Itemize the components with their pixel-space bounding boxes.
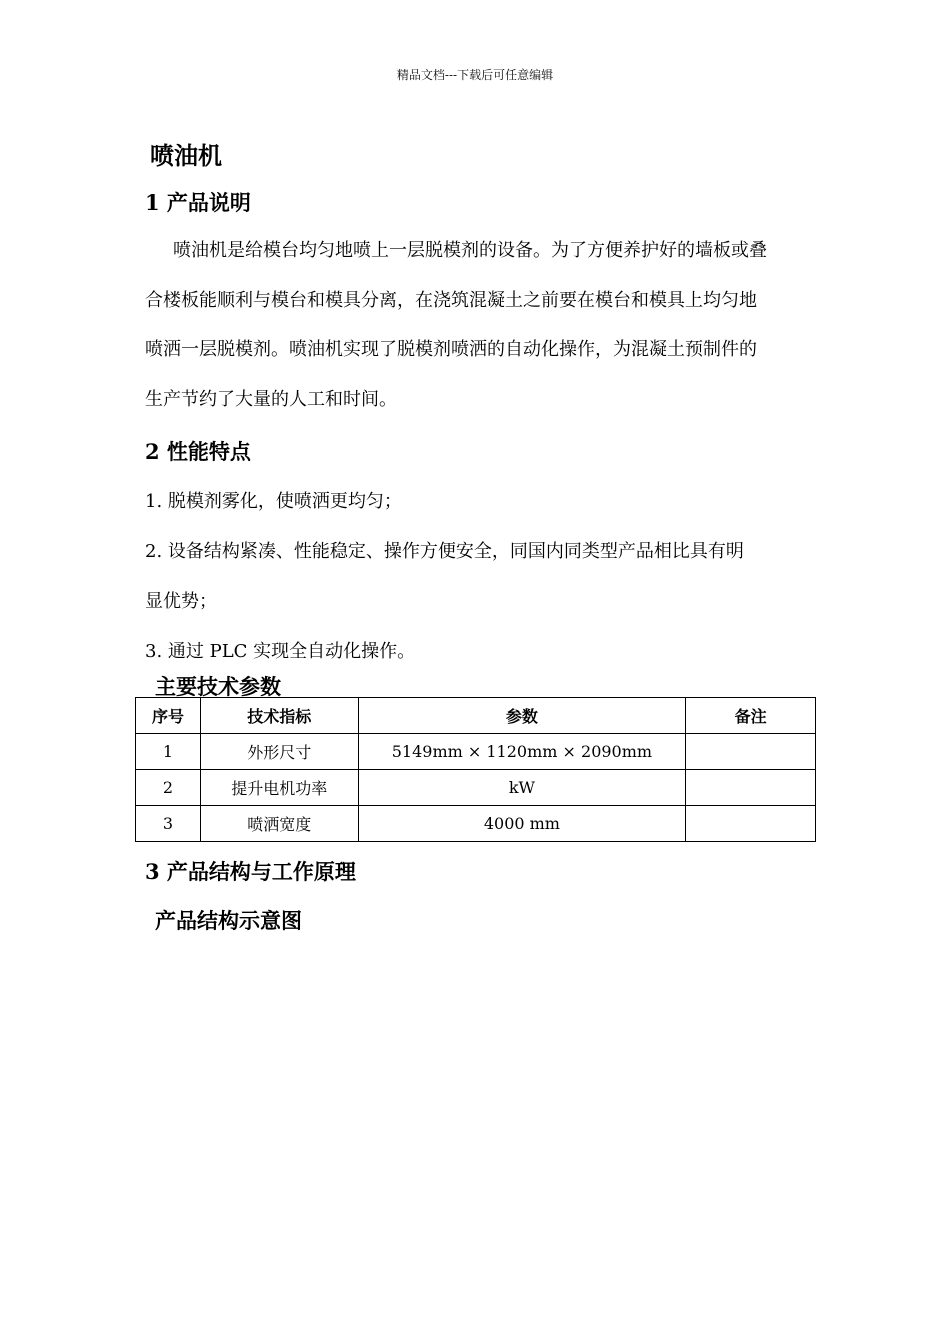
list-item-continuation: 显优势；: [145, 591, 217, 612]
table-caption: 主要技术参数: [155, 675, 281, 699]
table-cell: [686, 770, 816, 806]
list-item: 2. 设备结构紧凑、性能稳定、操作方便安全，同国内同类型产品相比具有明: [145, 541, 744, 562]
section-heading-structure: 3 产品结构与工作原理: [145, 859, 356, 884]
paragraph-line: 喷油机是给模台均匀地喷上一层脱模剂的设备。为了方便养护好的墙板或叠: [173, 240, 767, 261]
column-header: 参数: [358, 698, 686, 734]
subheading-structure-diagram: 产品结构示意图: [155, 908, 302, 933]
paragraph-line: 合楼板能顺利与模台和模具分离，在浇筑混凝土之前要在模台和模具上均匀地: [145, 290, 757, 311]
section-heading-features: 2 性能特点: [145, 439, 251, 464]
table-row: [136, 770, 816, 806]
table-cell: 3: [136, 806, 201, 842]
table-cell: 2: [136, 770, 201, 806]
table-row: [136, 734, 816, 770]
table-cell: 外形尺寸: [200, 734, 358, 770]
column-header: 序号: [136, 698, 201, 734]
section-heading-product-description: 1 产品说明: [145, 190, 251, 215]
table-cell: 5149mm × 1120mm × 2090mm: [358, 734, 686, 770]
table-header-row: [136, 698, 816, 734]
table-cell: 1: [136, 734, 201, 770]
column-header: 备注: [686, 698, 816, 734]
paragraph-line: 生产节约了大量的人工和时间。: [145, 389, 397, 410]
page-header: 精品文档---下载后可任意编辑: [396, 68, 554, 82]
document-title: 喷油机: [150, 141, 222, 170]
list-item: 3. 通过 PLC 实现全自动化操作。: [145, 641, 416, 662]
table-cell: kW: [358, 770, 686, 806]
table-cell: 4000 mm: [358, 806, 686, 842]
table-cell: 提升电机功率: [200, 770, 358, 806]
table-row: [136, 806, 816, 842]
tech-params-table: [135, 697, 816, 842]
column-header: 技术指标: [200, 698, 358, 734]
table-cell: 喷洒宽度: [200, 806, 358, 842]
table-cell: [686, 734, 816, 770]
paragraph-line: 喷洒一层脱模剂。喷油机实现了脱模剂喷洒的自动化操作，为混凝土预制件的: [145, 339, 757, 360]
list-item: 1. 脱模剂雾化，使喷洒更均匀；: [145, 491, 402, 512]
table-cell: [686, 806, 816, 842]
